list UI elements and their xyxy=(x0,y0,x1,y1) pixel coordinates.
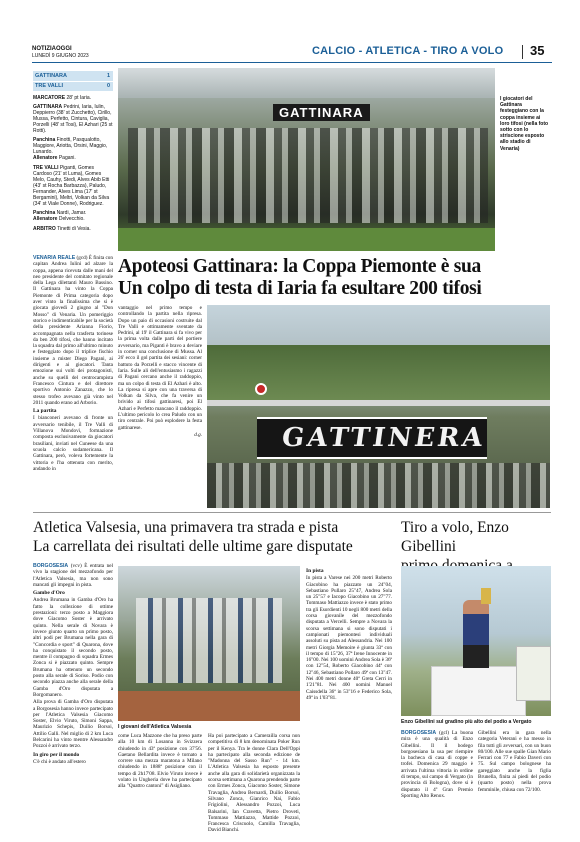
gattinara-label: GATTINARA xyxy=(33,104,63,110)
sponsor-banner xyxy=(516,646,551,701)
article2-headline-line2: La carrellata dei risultati delle ultime gare disputate xyxy=(33,538,353,555)
winner-figure xyxy=(463,600,489,668)
allenatore2: Delvecchio. xyxy=(58,216,85,222)
article2-text3: Ha poi partecipato a Camerailla corsa non competitiva di 8 km denominata Poker Run per il Kenya. Tra le donne Clara Dell'Oppi ha partecipato alla seconda edizione de "Madonna del Sasso Run" - 14 km. L'Atletica Valsesia ha esposto presente anche alla gara di solidarietà organizzata la scorsa settimana a Quarona prendendo parte con Ermes Zonca, Giacomo Soster, Simone Travaglia, Andrea Bernardi, Duilio Borsoi, Silvano Zonca, Gianrico Nai, Fabio Frigiolini, Alessandro Pozzoi, Luca Balsarini, Ian Cravetta, Pietro Droveti, Tommaso Mattiazzo, Mattide Pozzoi, Francesca Criscuolo, Camilla Travaglia, David Bianchi. xyxy=(208,733,300,834)
arbitro-label: ARBITRO xyxy=(33,226,56,232)
article2-dateline: BORGOSESIA xyxy=(33,563,69,569)
athletes-photo-caption: I giovani dell'Atletica Valsesia xyxy=(118,724,192,730)
section-title: CALCIO - ATLETICA - TIRO A VOLO xyxy=(312,45,504,57)
article2-intro: (vcv) È entrata nel vivo la stagione del mezzofondo per l'Atletica Valsesia, ma non sono mancati gli impegni in pista. xyxy=(33,563,114,588)
allenatore1: Pagani. xyxy=(58,155,76,161)
away-team: TRE VALLI xyxy=(35,83,64,89)
article1-subhead: La partita xyxy=(33,408,57,415)
article1-text1b: I bianconeri avevano di fronte un avversario tenibile, il Tre Valli di Villanova Mondovì, formazione composta esclusivamente da giocatori brasiliani, inviati nel Cuneese da una scuola calcio sudamericana. Il Gattinara, però, voleva fortemente la vittoria e l'ha ottenuta con merito, andando in xyxy=(33,415,113,472)
photo-banner-text: GATTINARA xyxy=(273,104,370,121)
page-number: 35 xyxy=(530,43,545,58)
article3-text1: (gcl) La buona mira è una qualità di Enzo Gibellini. Il il bodego borgosesiano la usa per riempire la bacheca di casa di coppe e trofei. Domenica 29 maggio è arrivata l'ultima vittoria in ordine di tempo, sul campo di Vergato (in provincia di Bologna), dove si è disputato il 4º Gran Premio Sporting Alto Renox. xyxy=(401,730,473,799)
article2-subhead1: Gambe d'Oro xyxy=(33,590,65,597)
team-celebration-photo xyxy=(118,68,495,251)
crowd-players xyxy=(128,128,488,223)
arbitro: Tinetti di Vesia. xyxy=(57,226,91,232)
marcatore-label: MARCATORE xyxy=(33,95,66,101)
track-ground xyxy=(118,691,300,721)
article2-col4 xyxy=(306,566,392,702)
main-headline xyxy=(118,256,558,300)
article2-text1b: Andrea Brumana in Gamba d'Oro ha fatto la collezione di ottime prestazioni: terzo posto a Maggiora dove Giacomo Soster è arrivato quinto. Nella serale di Novara è invece giunto quarto un primo posto, altri podi per Brumana nella gara di "Concordia e sport" di Quarona, dove ha conquistato il secondo posto, mentre il compagno di squadra Ermes Zonca si è piazzato quinto. Sempre Brumana ha ottenuto un secondo posto alla serale di Soriso. Podio con secondo piazza anche alla serale della Gamba d'Oro disputata a Borgomanero. xyxy=(33,597,113,698)
article2-col3-under xyxy=(208,733,300,834)
stand-roof xyxy=(118,68,495,98)
top-photo-caption: I giocatori del Gattinara festeggiano con la coppa insieme ai loro tifosi (nella foto sotto con lo striscione esposto allo stadio di Venaria) xyxy=(500,96,549,152)
article2-col1 xyxy=(33,563,113,766)
trevalli-lineup: Piganti, Gomes Cardoso (21' st Luma), Gomes Melo, Cauhy, Stedi, Alves Abib Etti (43' st Rocha Barbazza), Paludo, Fernander, Alves Lima (17' st Bergamini), Meltri, Volkan da Silva (34' st Viale Donne), Rodriguez. xyxy=(33,165,110,207)
issue-date: LUNEDÌ 9 GIUGNO 2023 xyxy=(32,53,89,59)
headline-line2: Un colpo di testa di Iaria fa esultare 200 tifosi xyxy=(118,278,482,299)
podium-photo xyxy=(401,566,551,716)
tabellino xyxy=(33,95,113,232)
road-sign xyxy=(255,383,267,395)
article3-dateline: BORGOSESIA xyxy=(401,730,437,736)
athletes-group-photo xyxy=(118,566,300,721)
paper-name: NOTIZIAOGGI xyxy=(32,46,72,52)
article1-col1 xyxy=(33,255,113,473)
home-score: 1 xyxy=(106,73,110,79)
pitch xyxy=(118,228,495,251)
article2-subhead3: In pista xyxy=(306,568,324,574)
article2-text3b: In pista a Varese nei 200 metri Roberto Giacobino ha piazzato un 24"04, Sebastiano Pullaro 25"47, Andrea Sola un 25"57 e Iacopo Giacobino un 27"77. Tommaso Mattiazzo invece è stato primo tra gli Esordienti 10 negli 800 metri della corsa giovanile del mezzofondo disputata a Vercelli. Sempre a Novara la scorsa settimana si sono disputati i campionati piemontesi individuali assoluti su pista ad Alessandria. Nei 100 metri Giorgia Memoire è giunta 33ª con il tempo di 15"26, 37ª Irene Innocente in 16"00. Nei 100 uomini Andrea Sola è 36ª con 12"54, Roberto Giacobino 44ª con 12"46, Sebastiano Pollaro 49ª con 13"47. Nei 400 metri donne 40ª Greta Cerri in 1'21"81. Nei 400 uomini Manuel Caissdella 36ª in 53"16 e Federico Sola, 49ª in 1'03"81. xyxy=(306,575,392,701)
article2-text2: come Luca Mazzone che ha preso parte alla 10 km di Losanna in Svizzera chiudendo in 43ª posizione con 37'56. Gaetano Bellardita invece è tornato a correre una mezza maratona a Milano chiudendo in 1888ª posizione con il tempo di 2h17'08. Elvio Viruto invece è volato in Ungheria dove ha partecipato alla "Quattro cantoni" di Asigliano. xyxy=(118,733,202,790)
panchina2: Nardi, Jamar. xyxy=(56,210,87,216)
article2-subhead2: In giro per il mondo xyxy=(33,751,80,758)
article3-col1 xyxy=(401,730,473,799)
article1-col2 xyxy=(118,305,202,438)
article2-text1d: C'è chi è andato all'estero xyxy=(33,758,86,765)
marcatore: 28' pt Iaria. xyxy=(66,95,92,101)
allenatore2-label: Allenatore xyxy=(33,216,58,222)
article3-col2 xyxy=(478,730,551,793)
headline-line1: Apoteosi Gattinara: la Coppa Piemonte è sua xyxy=(118,256,481,277)
article2-headline xyxy=(33,518,393,556)
article2-headline-line1: Atletica Valsesia, una primavera tra strada e pista xyxy=(33,519,339,536)
fence xyxy=(207,400,550,406)
trophy xyxy=(481,588,491,604)
gattinara-lineup: Pedrini, Iaria, Iulin, Deppierro (38' st Zucchetto), Cirillo, Mussa, Perfetto, Cintura, Caviglia, Porzelli (48' st Tosi), El Azhari (25 st Rotti). xyxy=(33,104,113,134)
fans-crowd xyxy=(207,463,550,508)
trevalli-label: TRE VALLI xyxy=(33,165,59,171)
score-divider xyxy=(33,81,113,82)
away-score: 0 xyxy=(106,83,110,89)
masthead xyxy=(32,42,552,64)
section-separator xyxy=(33,512,551,513)
article3-headline-line1: Tiro a volo, Enzo Gibellini xyxy=(401,519,509,555)
section-divider xyxy=(522,45,523,59)
score-box xyxy=(33,71,113,91)
article1-text1: (gcd) È finita con capitan Andrea Iulini ad alzare la coppa, appena ricevuta dalle mani del neo presidente del comitato regionale della Lega dilettanti Mauro Bassino. Il Gattinara ha vinto la Coppa Piemonte di Prima categoria dopo aver vinto la finalissima che si è giocata giovedì 2 giugno al "Don Mosso" di Venaria. Un pomeriggio storico e indimenticabile per la società della presidente Arianna Fiorio, accompagnata nella trasferta torinese da ben 200 tifosi, che hanno incitato la squadra dal primo all'ultimo minuto e festeggiato dopo il triplice fischio insieme a mister Diego Pagani, ai dirigenti e ai giocatori. Tanta emozione sui volti dei protagonisti, anche su quelli del centrocampista Francesco Cintura e del direttore sportivo Antonio Zanazzo, che lo stesso trofeo avevano già vinto nel 2011 quando erano ad Arborio. xyxy=(33,255,113,406)
masthead-rule xyxy=(32,62,552,63)
article2-text1c: Alla prova di Gamba d'Oro disputata a Borgosesia hanno invece partecipato per l'Atletica Valsesia Giacomo Soster, Elvio Viruto, Simoni Sappa, Maurizio Schepis, Duilio Borsoi, Attilio Galli. Nel miglio di 2 km Luca Belcarini ha vinto mentre Alessandro Pozzoi è arrivato terzo. xyxy=(33,699,113,750)
banner-text: GATTINERA xyxy=(279,423,488,453)
fans-banner-photo xyxy=(207,305,550,508)
article1-signature: d.g. xyxy=(194,431,202,438)
article1-text2: vantaggio nel primo tempo e controllando la partita nella ripresa. Dopo un paio di occasioni costruite dal Tre Valli e ottimamente sventate da Pedrini, al 19' il Gattinara si fa vivo per la prima volta dalle parti del portiere avversario, ma Piganti è bravo a deviare in corner una conclusione di Mussa. Al 26' ecco il gol partita dei sesiani: corner battuto da Porzelli e stacco vincente di Iaria. Sulle ali dell'entusiasmo i ragazzi di Pagani cercano anche il raddoppio, ma un colpo di testa di El Azhari è alto. La ripresa si apre con una traversa di Volkan da Silva, che fa venire un brivido ai tifosi gattinaresi, poi El Azhari e Perfetto mancano il raddoppio. L'ultimo pericolo lo crea Paludo con un tiro centrale. Poi può esplodere la festa gattinarese. xyxy=(118,305,202,431)
panchina1-label: Panchina xyxy=(33,137,56,143)
panchina2-label: Panchina xyxy=(33,210,56,216)
article2-col2 xyxy=(118,733,202,790)
athletes-row xyxy=(136,598,282,683)
article3-text2: Gibellini era in gara nella categoria Veterani e ha messo in fila tutti gli avversari, con un buon 80/100. Alle sue spalle Gian Mario Ferrari con 77 e Fabio Daveri con 75. Sul campo bolognese ha gareggiato anche la figlia Brunella, finita ai piedi del podio (quarto posto) nella prova femminile, chiusa con 72/100. xyxy=(478,730,551,793)
panchina1: Finotti, Pasqualotto, Maggiore, Ariotta, Orsini, Maggio, Lunardo. xyxy=(33,137,108,155)
podium-photo-caption: Enzo Gibellini sul gradino più alto del podio a Vergato xyxy=(401,719,532,725)
allenatore1-label: Allenatore xyxy=(33,155,58,161)
stand-banner xyxy=(257,417,487,459)
home-team: GATTINARA xyxy=(35,73,67,79)
podium xyxy=(431,666,526,716)
article1-dateline: VENARIA REALE xyxy=(33,255,76,261)
